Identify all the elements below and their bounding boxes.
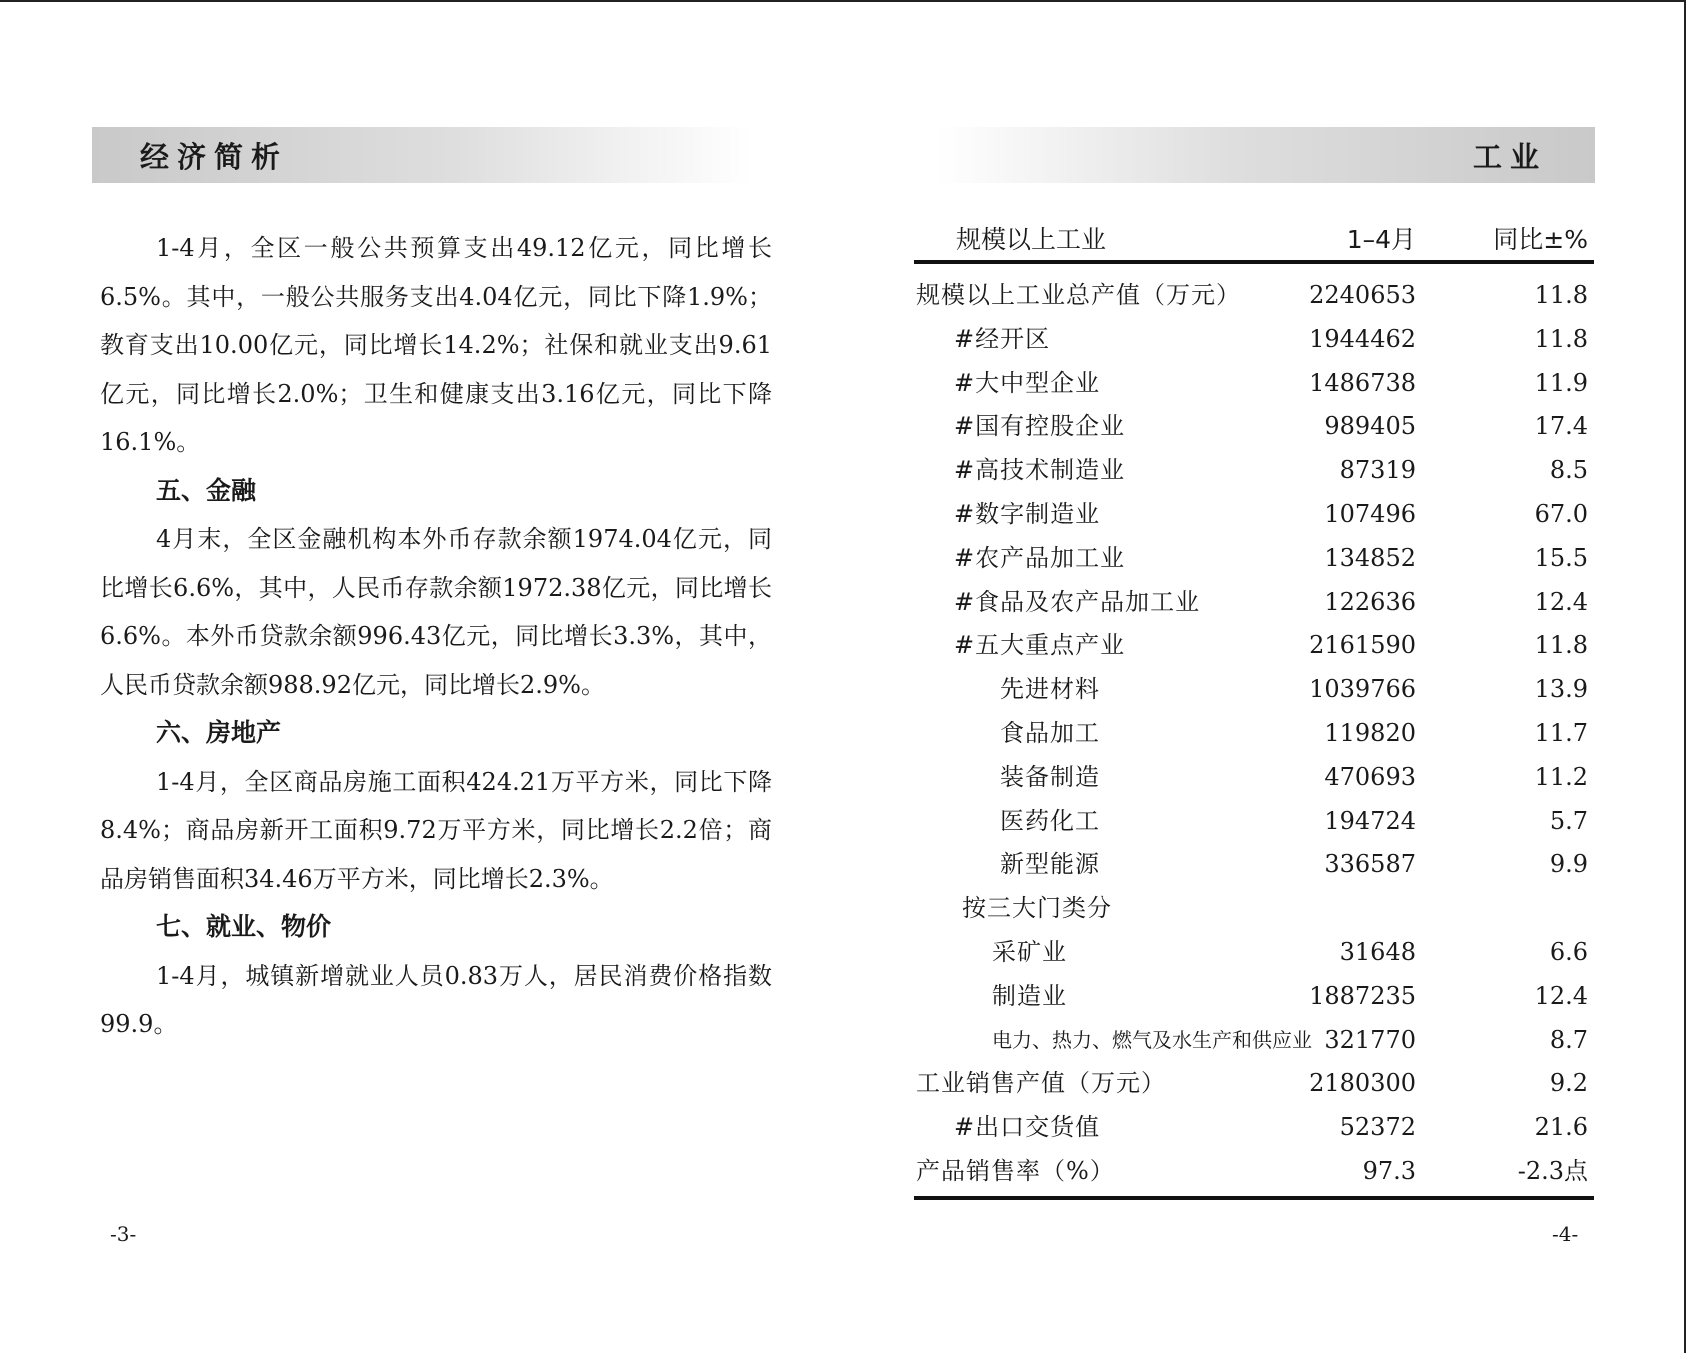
header-indicator: 规模以上工业 [956, 225, 1107, 254]
row-name: #农产品加工业 [954, 543, 1126, 572]
table-row [914, 537, 1594, 581]
table-row [914, 1062, 1594, 1106]
table-row [914, 931, 1594, 975]
row-value: 336587 [1324, 850, 1416, 879]
row-name: 新型能源 [1000, 850, 1100, 879]
row-name: 规模以上工业总产值（万元） [916, 281, 1241, 309]
row-change: 5.7 [1549, 806, 1588, 835]
right-banner [937, 127, 1595, 183]
table-row [914, 1106, 1594, 1150]
row-value: 1944462 [1309, 324, 1416, 353]
row-name: 产品销售率（%） [916, 1156, 1115, 1185]
table-row [914, 581, 1594, 625]
row-name: 食品加工 [1000, 718, 1100, 747]
row-name: 电力、热力、燃气及水生产和供应业 [992, 1027, 1312, 1052]
row-value: 194724 [1324, 806, 1416, 835]
row-name: #高技术制造业 [954, 456, 1126, 485]
table-row [914, 712, 1594, 756]
row-change: 13.9 [1534, 675, 1588, 704]
row-name: 制造业 [992, 981, 1067, 1010]
row-value: 31648 [1339, 937, 1416, 966]
row-value: 97.3 [1362, 1156, 1416, 1185]
row-change: 9.9 [1549, 850, 1588, 879]
table-row [914, 975, 1594, 1019]
row-value: 1887235 [1309, 981, 1416, 1010]
heading-employment-prices: 七、就业、物价 [156, 912, 332, 941]
row-change: 11.9 [1534, 368, 1588, 397]
table-row [914, 493, 1594, 537]
table-row [914, 800, 1594, 844]
row-name: 先进材料 [1000, 675, 1100, 704]
right-banner-title: 工业 [1472, 139, 1547, 174]
table-row [914, 668, 1594, 712]
row-change: 21.6 [1534, 1113, 1588, 1142]
row-value: 107496 [1324, 499, 1416, 528]
row-change: 8.7 [1549, 1025, 1588, 1054]
row-change: 67.0 [1534, 499, 1588, 528]
header-yoy: 同比±% [1493, 225, 1588, 254]
table-row [914, 274, 1594, 318]
row-change: 11.2 [1534, 762, 1588, 791]
row-value: 1039766 [1309, 675, 1416, 704]
industry-table [914, 212, 1594, 1200]
row-name: #国有控股企业 [954, 412, 1126, 441]
row-value: 989405 [1324, 412, 1416, 441]
table-row [914, 362, 1594, 406]
row-change: 11.7 [1534, 718, 1588, 747]
top-border [0, 0, 1686, 2]
row-name: #经开区 [954, 324, 1051, 353]
row-change: 8.5 [1549, 456, 1588, 485]
row-change: 12.4 [1534, 587, 1588, 616]
paragraph-real-estate: 1-4月，全区商品房施工面积424.21万平方米，同比下降8.4%；商品房新开工面积9.72万平方米，同比增长2.2倍；商品房销售面积34.46万平方米，同比增长2.3%。 [100, 767, 772, 893]
row-change: 17.4 [1534, 412, 1588, 441]
row-change: 6.6 [1549, 937, 1588, 966]
table-row [914, 756, 1594, 800]
row-change: -2.3点 [1517, 1156, 1588, 1185]
row-name: 医药化工 [1000, 806, 1100, 835]
page-number-right: -4- [1552, 1222, 1579, 1246]
row-value: 87319 [1339, 456, 1416, 485]
left-banner [92, 127, 752, 183]
row-name: #数字制造业 [954, 499, 1101, 528]
table-row [914, 405, 1594, 449]
left-text-column [100, 224, 772, 1049]
table-row [914, 1150, 1594, 1194]
row-name: 按三大门类分 [962, 894, 1112, 923]
table-row [914, 449, 1594, 493]
row-change: 15.5 [1534, 543, 1588, 572]
row-change: 9.2 [1549, 1069, 1588, 1098]
table-row [914, 624, 1594, 668]
row-name: 工业销售产值（万元） [916, 1069, 1166, 1098]
row-name: 采矿业 [992, 937, 1067, 966]
table-header [914, 212, 1594, 264]
row-name: 装备制造 [1000, 762, 1100, 791]
heading-real-estate: 六、房地产 [156, 718, 282, 747]
row-name: #大中型企业 [954, 368, 1101, 397]
row-value: 2240653 [1309, 281, 1416, 309]
row-value: 470693 [1324, 762, 1416, 791]
page-number-left: -3- [110, 1222, 137, 1246]
table-row [914, 887, 1594, 931]
row-name: #五大重点产业 [954, 631, 1126, 660]
header-period: 1–4月 [1346, 225, 1416, 254]
row-change: 11.8 [1534, 281, 1588, 309]
paragraph-budget: 1-4月，全区一般公共预算支出49.12亿元，同比增长6.5%。其中，一般公共服务支出4.04亿元，同比下降1.9%；教育支出10.00亿元，同比增长14.2%；社保和就业支出9.61亿元，同比增长2.0%；卫生和健康支出3.16亿元，同比下降16.1%。 [100, 234, 772, 456]
row-value: 134852 [1324, 543, 1416, 572]
table-row [914, 1019, 1594, 1063]
row-value: 119820 [1324, 718, 1416, 747]
row-name: #出口交货值 [954, 1113, 1101, 1142]
row-value: 2161590 [1309, 631, 1416, 660]
paragraph-employment-prices: 1-4月，城镇新增就业人员0.83万人，居民消费价格指数99.9。 [100, 961, 772, 1038]
table-row [914, 843, 1594, 887]
row-change: 11.8 [1534, 324, 1588, 353]
left-banner-title: 经济简析 [140, 139, 289, 174]
heading-finance: 五、金融 [156, 475, 257, 505]
table-row [914, 318, 1594, 362]
row-change: 12.4 [1534, 981, 1588, 1010]
row-name: #食品及农产品加工业 [954, 587, 1201, 616]
row-value: 321770 [1324, 1025, 1416, 1054]
row-value: 2180300 [1309, 1069, 1416, 1098]
row-change: 11.8 [1534, 631, 1588, 660]
table-body [914, 274, 1594, 1200]
row-value: 1486738 [1309, 368, 1416, 397]
row-value: 122636 [1324, 587, 1416, 616]
row-value: 52372 [1339, 1113, 1416, 1142]
paragraph-finance: 4月末，全区金融机构本外币存款余额1974.04亿元，同比增长6.6%，其中，人民币存款余额1972.38亿元，同比增长6.6%。本外币贷款余额996.43亿元，同比增长3.3%，其中，人民币贷款余额988.92亿元，同比增长2.9%。 [100, 525, 772, 699]
